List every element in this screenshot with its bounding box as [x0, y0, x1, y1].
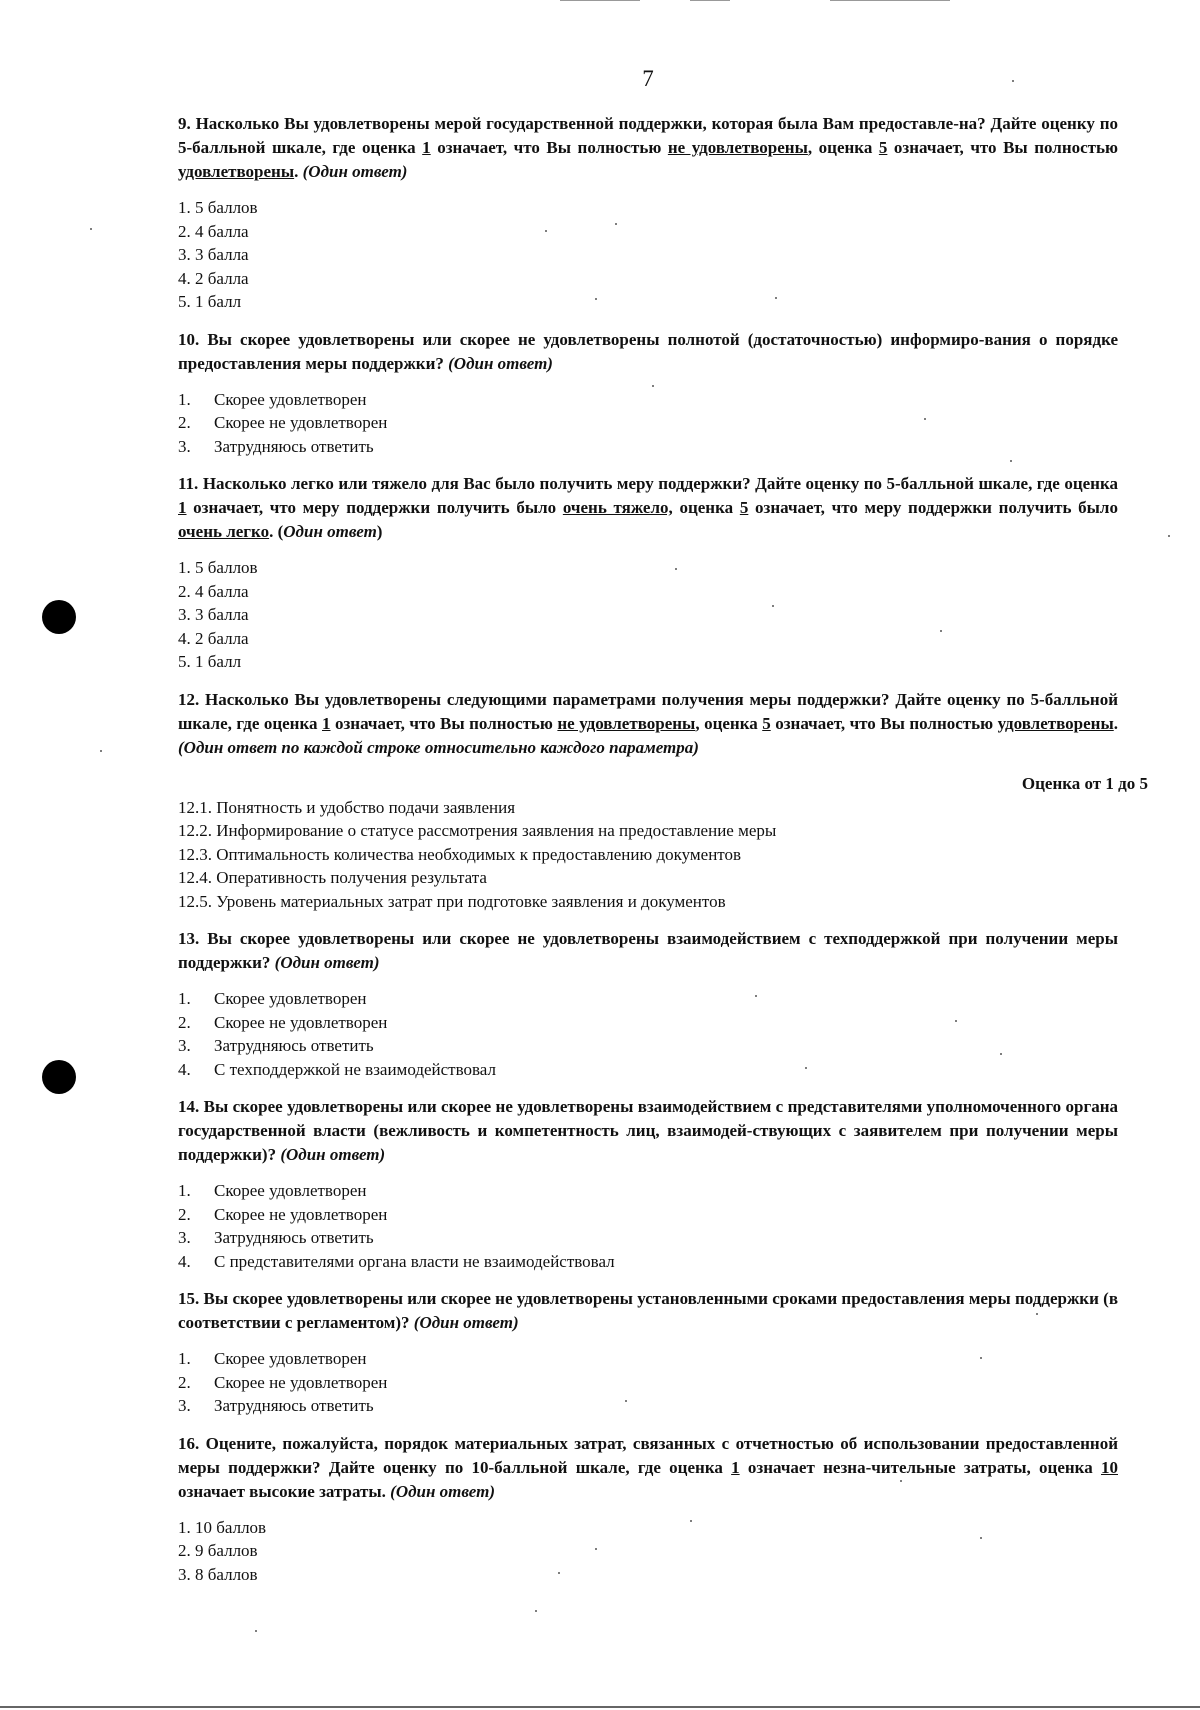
question-14: 14. Вы скорее удовлетворены или скорее не удовлетворены взаимодействием с представителями уполномоченного органа государственной власти (вежливость и компетентность лиц, взаимодей-ствующих с заявителем при получении меры поддержки)? (Один ответ)	[178, 1097, 1118, 1164]
list-item: 5. 1 балл	[178, 652, 242, 671]
list-item: 2. Скорее не удовлетворен	[178, 1372, 388, 1392]
list-item: 1. 5 баллов	[178, 198, 258, 217]
list-item: 1. Скорее удовлетворен	[178, 389, 367, 409]
list-item: 3. Затрудняюсь ответить	[178, 436, 374, 456]
list-item: 12.3. Оптимальность количества необходимых к предоставлению документов	[178, 844, 742, 864]
list-item: 4. С представителями органа власти не взаимодействовал	[178, 1251, 615, 1271]
list-item: 3. 3 балла	[178, 605, 249, 624]
question-9: 9. Насколько Вы удовлетворены мерой государственной поддержки, которая была Вам предоставле-на? Дайте оценку по 5-балльной шкале, где оценка 1 означает, что Вы полностью не удовлетворены, оценка 5 означает, что Вы полностью удовлетворены. (Один ответ)	[178, 114, 1119, 181]
list-item: 3. 8 баллов	[178, 1564, 258, 1584]
list-item: 3. Затрудняюсь ответить	[178, 1036, 374, 1055]
list-item: 12.5. Уровень материальных затрат при подготовке заявления и документов	[178, 891, 726, 911]
score-column-header: Оценка от 1 до 5	[1021, 773, 1148, 793]
list-item: 12.1. Понятность и удобство подачи заявления	[178, 797, 516, 817]
list-item: 5. 1 балл	[178, 292, 242, 311]
answer-options	[178, 556, 1118, 674]
list-item: 12.2. Информирование о статусе рассмотрения заявления на предоставление меры	[178, 821, 777, 840]
list-item: 1. 5 баллов	[178, 558, 258, 577]
question-12: 12. Насколько Вы удовлетворены следующими параметрами получения меры поддержки? Дайте оценку по 5-балльной шкале, где оценка 1 означает, что Вы полностью не удовлетворены, оценка 5 означает, что Вы полностью удовлетворены. (Один ответ по каждой строке относительно каждого параметра)	[178, 689, 1118, 757]
answer-options	[178, 388, 1118, 459]
question-13: 13. Вы скорее удовлетворены или скорее не удовлетворены взаимодействием с техподдержкой при получении меры поддержки? (Один ответ)	[178, 929, 1118, 972]
list-item: 2. 4 балла	[178, 581, 249, 601]
questionnaire	[178, 112, 1148, 1600]
answer-options	[178, 987, 1118, 1081]
answer-options	[178, 1347, 1118, 1418]
question-15: 15. Вы скорее удовлетворены или скорее не удовлетворены установленными сроками предоставления меры поддержки (в соответствии с регламентом)? (Один ответ)	[178, 1289, 1119, 1332]
list-item: 2. Скорее не удовлетворен	[178, 1204, 388, 1224]
page-number: 7	[642, 66, 654, 91]
list-item: 2. Скорее не удовлетворен	[178, 413, 388, 432]
list-item: 1. Скорее удовлетворен	[178, 989, 367, 1008]
list-item: 4. 2 балла	[178, 268, 249, 288]
list-item: 3. 3 балла	[178, 245, 249, 264]
question-10: 10. Вы скорее удовлетворены или скорее не удовлетворены полнотой (достаточностью) информиро-вания о порядке предоставления меры поддержки? (Один ответ)	[178, 329, 1119, 373]
question-11: 11. Насколько легко или тяжело для Вас было получить меру поддержки? Дайте оценку по 5-балльной шкале, где оценка 1 означает, что меру поддержки получить было очень тяжело, оценка 5 означает, что меру поддержки получить было очень легко. (Один ответ)	[178, 474, 1118, 541]
list-item: 3. Затрудняюсь ответить	[178, 1228, 374, 1247]
list-item: 1. 10 баллов	[178, 1517, 267, 1537]
list-item: 2. 4 балла	[178, 221, 249, 241]
question-16: 16. Оцените, пожалуйста, порядок материальных затрат, связанных с отчетностью об использовании предоставленной меры поддержки? Дайте оценку по 10-балльной шкале, где оценка 1 означает незна-чительные затраты, оценка 10 означает высокие затраты. (Один ответ)	[178, 1433, 1119, 1501]
punch-hole	[42, 600, 76, 634]
answer-options	[178, 196, 1118, 314]
list-item: 12.4. Оперативность получения результата	[178, 868, 487, 887]
parameter-list	[178, 796, 1118, 914]
list-item: 1. Скорее удовлетворен	[178, 1349, 367, 1368]
list-item: 4. 2 балла	[178, 628, 249, 648]
answer-options	[178, 1179, 1118, 1273]
list-item: 3. Затрудняюсь ответить	[178, 1396, 374, 1415]
list-item: 2. 9 баллов	[178, 1541, 258, 1560]
list-item: 2. Скорее не удовлетворен	[178, 1012, 388, 1032]
answer-options	[178, 1516, 1118, 1587]
punch-hole	[42, 1060, 76, 1094]
list-item: 1. Скорее удовлетворен	[178, 1181, 367, 1200]
list-item: 4. С техподдержкой не взаимодействовал	[178, 1059, 496, 1079]
